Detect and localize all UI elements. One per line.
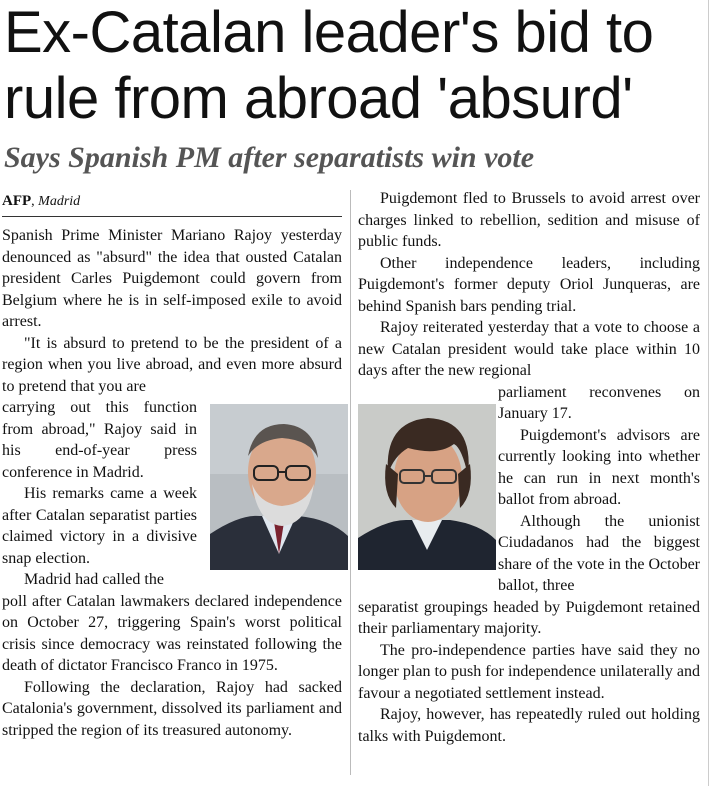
paragraph: The pro-independence parties have said they no longer plan to push for independence unilaterally and favour a negotiated settlement instead. <box>358 641 700 702</box>
paragraph: Rajoy reiterated yesterday that a vote to choose a new Catalan president would take place within 10 days after the new regional <box>358 319 700 379</box>
byline: AFP, Madrid <box>2 191 342 217</box>
paragraph: parliament reconvenes on January 17. <box>498 383 700 422</box>
paragraph: carrying out this function from abroad," Rajoy said in his end-of-year press conference in Madrid. <box>2 399 197 481</box>
byline-location: Madrid <box>38 194 81 209</box>
headline: Ex-Catalan leader's bid to rule from abroad 'absurd' <box>4 0 654 131</box>
paragraph: Other independence leaders, including Puigdemont's former deputy Oriol Junqueras, are behind Spanish bars pending trial. <box>358 254 700 315</box>
byline-agency: AFP <box>2 193 32 209</box>
paragraph: Madrid had called the <box>24 571 164 588</box>
paragraph: poll after Catalan lawmakers declared independence on October 27, triggering Spain's worst political crisis since democracy was reinstated following the death of dictator Francisco Franco in 1975. <box>2 592 342 674</box>
paragraph: Spanish Prime Minister Mariano Rajoy yesterday denounced as "absurd" the idea that ousted Catalan president Carles Puigdemont could govern from Belgium where he is in self-imposed exile to avoid arrest. <box>2 227 342 330</box>
paragraph: His remarks came a week after Catalan separatist parties claimed victory in a divisive snap election. <box>2 485 197 567</box>
photo-rajoy <box>210 404 348 570</box>
page-edge-line <box>708 0 709 786</box>
paragraph: Although the unionist Ciudadanos had the biggest share of the vote in the October ballot, three <box>498 512 700 594</box>
paragraph: separatist groupings headed by Puigdemont retained their parliamentary majority. <box>358 598 700 637</box>
subheadline: Says Spanish PM after separatists win vote <box>4 141 535 174</box>
paragraph: Puigdemont fled to Brussels to avoid arrest over charges linked to rebellion, sedition and misuse of public funds. <box>358 190 700 250</box>
photo-pair <box>210 404 496 570</box>
paragraph: Puigdemont's advisors are currently looking into whether he can run in next month's ballot from abroad. <box>498 426 700 508</box>
paragraph: "It is absurd to pretend to be the president of a region when you live abroad, and even more absurd to pretend that you are <box>2 334 342 395</box>
paragraph: Rajoy, however, has repeatedly ruled out holding talks with Puigdemont. <box>358 706 700 745</box>
paragraph: Following the declaration, Rajoy had sacked Catalonia's government, dissolved its parliament and stripped the region of its treasured autonomy. <box>2 678 342 739</box>
photo-puigdemont <box>358 404 496 570</box>
